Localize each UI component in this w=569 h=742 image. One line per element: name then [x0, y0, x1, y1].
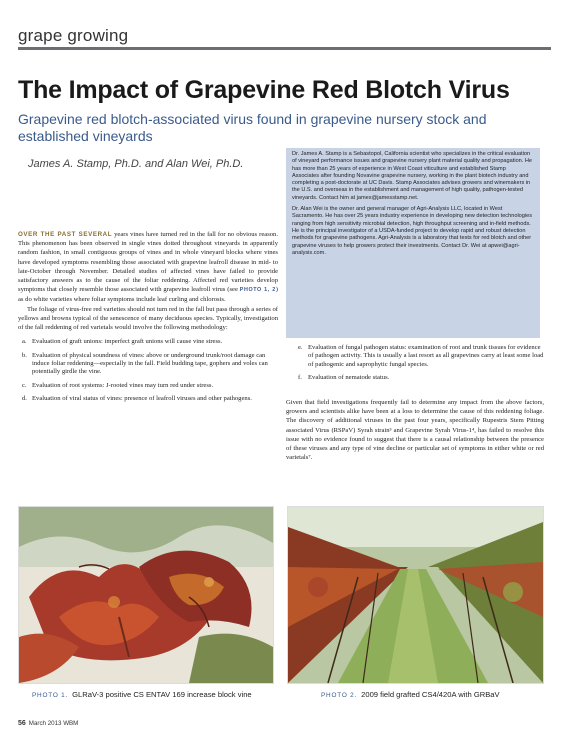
caption-label: PHOTO 1.: [32, 692, 69, 699]
section-divider: [18, 47, 551, 50]
list-item: e. Evaluation of fungal pathogen status: examination of root and trunk tissues for evidence of pathogen activity. This is usually a last resort as all grapevines carry at least some load of pathogenic and saprophytic fungal species.: [298, 344, 544, 368]
issue-info: March 2013 WBM: [28, 720, 79, 727]
article-authors: James A. Stamp, Ph.D. and Alan Wei, Ph.D.: [28, 158, 244, 170]
list-item: f. Evaluation of nematode status.: [298, 374, 390, 382]
list-item: b. Evaluation of physical soundness of vines: above or underground trunk/root damage can induce foliar reddening—especially in the fall. Field budding tape, gophers and voles can potentially girdle the vine.: [22, 351, 268, 376]
body-paragraph-1: [18, 230, 278, 305]
lead-in: OVER THE PAST SEVERAL: [18, 231, 113, 238]
caption-label: PHOTO 2.: [321, 692, 358, 699]
list-item: a. Evaluation of graft unions: imperfect graft unions will cause vine stress.: [22, 338, 223, 346]
page-number: 56: [18, 720, 26, 727]
methodology-list: [18, 338, 278, 403]
photo-vineyard-rows: [287, 506, 544, 684]
caption-text: 2009 field grafted CS4/420A with GRBaV: [361, 690, 500, 699]
list-item: c. Evaluation of root systems: J-rooted vines may turn red under stress.: [22, 381, 214, 389]
left-column: [18, 230, 278, 409]
right-column: [286, 398, 544, 462]
paragraph-text: ) as do white varieties where foliar symptoms include leaf curling and chlorosis.: [18, 286, 278, 304]
photo-2-caption: [321, 690, 500, 699]
page-footer: [18, 720, 78, 727]
bio-wei: Dr. Alan Wei is the owner and general manager of Agri-Analysis LLC, located in West Sacramento. He has over 25 years industry experience in developing new detection technologies ranging from high sensitivity microbial detection, high throughput screening and in-field methods. He is the principal investigator of a USDA-funded project to develop rapid and robust detection methods for grapevine pathogens. Agri-Analysis is a laboratory that tests for red blotch and other grapevine viruses to help growers protect their investments. Contact Dr. Wei at apwei@agri-analysis.com.: [292, 206, 533, 256]
methodology-list-continued: [294, 344, 544, 383]
body-paragraph-3: Given that field investigations frequently fail to determine any impact from the above factors, growers and scientists alike have been at a loss to determine the cause of this reddening foliage. The discovery of additional viruses in the past four years, specifically Rupestris Stem Pitting associated Virus (RSPaV) Syrah strain³ and Grapevine Syrah Virus-1⁴, has failed to resolve this issue with no evidence found to suggest that there is a causal relationship between the presence of these viruses and any type of vine decline or particular set of symptoms in either white or red varietals⁷.: [286, 399, 544, 462]
section-label: grape growing: [18, 26, 129, 45]
article-title: The Impact of Grapevine Red Blotch Virus: [18, 76, 510, 104]
photo-reference: PHOTO 1, 2: [239, 287, 276, 294]
right-list: [294, 344, 544, 388]
list-item: d. Evaluation of viral status of vines: presence of leafroll viruses and other pathogens.: [22, 395, 252, 403]
photo-1-caption: [32, 690, 252, 699]
bio-stamp: Dr. James A. Stamp is a Sebastopol, California scientist who specializes in the critical evaluation of vineyard performance issues and grapevine nursery plant material quality and propagation. He has more than 25 years of experience in West Coast viticulture and established Stamp Associates after founding Novavine grapevine nursery, working in the plant biotech industry and completing a post-doctorate at UC Davis. Stamp Associates advises growers and winemakers in the U.S. and overseas in the establishment and management of high quality, pathogen-tested vineyards. Contact him at james@jamesstamp.net.: [292, 151, 533, 201]
author-bio-box: [286, 148, 540, 338]
caption-text: GLRaV-3 positive CS ENTAV 169 increase block vine: [72, 690, 252, 699]
photo-red-leaves: [18, 506, 274, 684]
body-paragraph-2: The foliage of virus-free red varieties should not turn red in the fall but pass through a series of yellows and browns typical of the senescence of many deciduous species. Typically, investigation of the fall reddening of red varietals would involve the following methodology:: [18, 305, 278, 332]
leaf-image: [19, 507, 273, 683]
paragraph-text: years vines have turned red in the fall for no obvious reason. This phenomenon has been observed in single vines dotted throughout vineyards in apparently random fashion, in small contiguous groups of vines and in whole vineyard blocks where vines have developed symptoms resembling those associated with grapevine leafroll disease in mid- to late-October through November. Detailed studies of affected vines have failed to provide satisfactory answers as to the cause of the foliar reddening. Affected red varieties develop symptoms that closely resemble those associated with grapevine leafroll virus (see: [18, 231, 278, 294]
article-subtitle: Grapevine red blotch-associated virus found in grapevine nursery stock and established vineyards: [18, 111, 487, 144]
vineyard-image: [288, 507, 543, 683]
